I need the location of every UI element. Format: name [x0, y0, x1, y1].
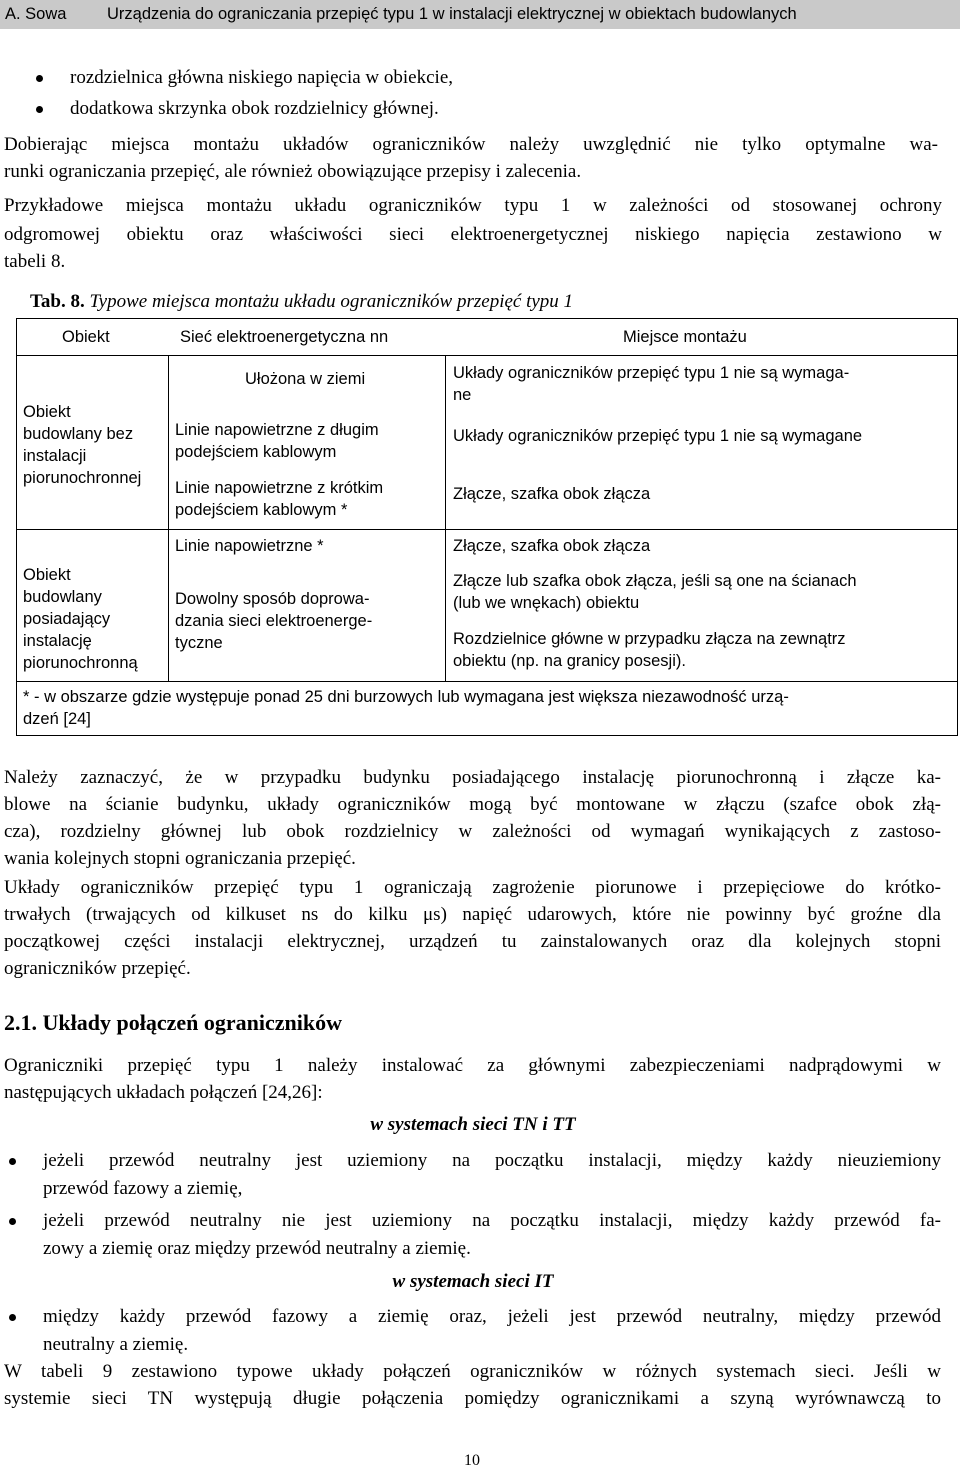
- para1-line2: runki ograniczania przepięć, ale również obowiązujące przepisy i zalecenia.: [4, 161, 582, 182]
- network-cell: Dowolny sposób doprowa-: [175, 590, 370, 608]
- place-cell: Układy ograniczników przepięć typu 1 nie są wymagane: [453, 427, 863, 445]
- para2-line2: odgromowej obiektu oraz właściwości sieci elektroenergetycznej niskiego napięcia zestawiono w: [4, 224, 942, 245]
- table-divider: [445, 355, 446, 682]
- network-cell: dzania sieci elektroenerge-: [175, 612, 373, 630]
- table-divider: [16, 355, 957, 356]
- page-header: [0, 0, 960, 29]
- sub2-bullet1-line1: między każdy przewód fazowy a ziemię oraz, jeżeli jest przewód neutralny, między przewód: [43, 1306, 941, 1327]
- para3-line2: blowe na ścianie budynku, układy ograniczników mogą być montowane w złączu (szafce obok złą-: [4, 794, 941, 815]
- network-cell: podejściem kablowym *: [175, 501, 348, 519]
- para4-line2: trwałych (trwających od kilkuset ns do kilku μs) napięć udarowych, które nie powinny być groźne dla: [4, 904, 941, 925]
- para6-line2: systemie sieci TN występują długie połączenia pomiędzy ogranicznikami a szyną wyrównawczą to: [4, 1388, 941, 1409]
- table-divider: [168, 355, 169, 682]
- place-cell: Rozdzielnice główne w przypadku złącza na zewnątrz: [453, 630, 846, 648]
- para2-line3: tabeli 8.: [4, 251, 66, 272]
- intro-bullet-2: dodatkowa skrzynka obok rozdzielnicy głównej.: [70, 98, 439, 119]
- place-cell: Układy ograniczników przepięć typu 1 nie są wymaga-: [453, 364, 850, 382]
- para5-line2: następujących układach połączeń [24,26]:: [4, 1082, 323, 1103]
- table-header-object: Obiekt: [62, 328, 110, 346]
- table-caption-label: Tab. 8.: [30, 291, 85, 312]
- sub1-bullet1-line1: jeżeli przewód neutralny jest uziemiony na początku instalacji, między każdy nieuziemiony: [43, 1150, 941, 1171]
- subheading-it: w systemach sieci IT: [392, 1271, 554, 1292]
- place-cell: Złącze lub szafka obok złącza, jeśli są one na ścianach: [453, 572, 857, 590]
- group2-object-line2: budowlany: [23, 588, 102, 606]
- sub1-bullet2-line2: zowy a ziemię oraz między przewód neutralny a ziemię.: [43, 1238, 471, 1259]
- network-cell: Linie napowietrzne z długim: [175, 421, 379, 439]
- network-cell: Linie napowietrzne *: [175, 537, 324, 555]
- para4-line4: ograniczników przepięć.: [4, 958, 191, 979]
- table-caption-text: Typowe miejsca montażu układu ograniczników przepięć typu 1: [89, 291, 574, 312]
- table-header-place: Miejsce montażu: [623, 328, 747, 346]
- group1-object-line3: instalacji: [23, 447, 87, 465]
- bullet-icon: [36, 106, 43, 113]
- network-cell: tyczne: [175, 634, 223, 652]
- para6-line1: W tabeli 9 zestawiono typowe układy połączeń ograniczników w różnych systemach sieci. Jeśli w: [4, 1361, 941, 1382]
- header-title: Urządzenia do ograniczania przepięć typu 1 w instalacji elektrycznej w obiektach budowlanych: [107, 5, 797, 23]
- section-heading: 2.1. Układy połączeń ograniczników: [4, 1010, 342, 1035]
- group1-object-line1: Obiekt: [23, 403, 71, 421]
- sub1-bullet2-line1: jeżeli przewód neutralny nie jest uziemiony na początku instalacji, między każdy przewód fa-: [43, 1210, 941, 1231]
- network-cell: Linie napowietrzne z krótkim: [175, 479, 384, 497]
- bullet-icon: [9, 1218, 16, 1225]
- para4-line3: początkowej części instalacji elektrycznej, urządzeń tu zainstalowanych oraz dla kolejnych stopni: [4, 931, 941, 952]
- table-header-network: Sieć elektroenergetyczna nn: [180, 328, 389, 346]
- para3-line1: Należy zaznaczyć, że w przypadku budynku posiadającego instalację piorunochronną i złącze ka-: [4, 767, 941, 788]
- para1-line1: Dobierając miejsca montażu układów ograniczników należy uwzględnić nie tylko optymalne wa-: [4, 134, 938, 155]
- place-cell: Złącze, szafka obok złącza: [453, 537, 651, 555]
- table-footnote-line2: dzeń [24]: [23, 710, 91, 728]
- para4-line1: Układy ograniczników przepięć typu 1 ograniczają zagrożenie piorunowe i przepięciowe do krótko-: [4, 877, 941, 898]
- table-caption: [30, 289, 573, 315]
- para3-line4: wania kolejnych stopni ograniczania przepięć.: [4, 848, 356, 869]
- table-divider: [16, 681, 957, 682]
- group2-object-line4: instalację: [23, 632, 92, 650]
- network-cell: Ułożona w ziemi: [245, 370, 366, 388]
- bullet-icon: [9, 1158, 16, 1165]
- para3-line3: cza), rozdzielny głównej lub obok rozdzielnicy w zależności od wymagań wynikających z zastoso-: [4, 821, 941, 842]
- group2-object-line5: piorunochronną: [23, 654, 138, 672]
- para5-line1: Ograniczniki przepięć typu 1 należy instalować za głównymi zabezpieczeniami nadprądowymi w: [4, 1055, 941, 1076]
- sub1-bullet1-line2: przewód fazowy a ziemię,: [43, 1178, 243, 1199]
- place-cell: (lub we wnękach) obiektu: [453, 594, 640, 612]
- bullet-icon: [36, 75, 43, 82]
- group1-object-line4: piorunochronnej: [23, 469, 142, 487]
- network-cell: podejściem kablowym: [175, 443, 337, 461]
- group2-object-line1: Obiekt: [23, 566, 71, 584]
- sub2-bullet1-line2: neutralny a ziemię.: [43, 1334, 189, 1355]
- para2-line1: Przykładowe miejsca montażu układu ograniczników typu 1 w zależności od stosowanej ochrony: [4, 195, 942, 216]
- table-footnote-line1: * - w obszarze gdzie występuje ponad 25 dni burzowych lub wymagana jest większa niezawodność urzą-: [23, 688, 789, 706]
- place-cell: ne: [453, 386, 472, 404]
- table-divider: [16, 529, 957, 530]
- place-cell: Złącze, szafka obok złącza: [453, 485, 651, 503]
- subheading-tn-tt: w systemach sieci TN i TT: [370, 1114, 576, 1135]
- bullet-icon: [9, 1314, 16, 1321]
- group1-object-line2: budowlany bez: [23, 425, 134, 443]
- place-cell: obiektu (np. na granicy posesji).: [453, 652, 686, 670]
- page-number: 10: [464, 1452, 480, 1469]
- header-section: A. Sowa: [5, 5, 67, 23]
- intro-bullet-1: rozdzielnica główna niskiego napięcia w obiekcie,: [70, 67, 454, 88]
- group2-object-line3: posiadający: [23, 610, 111, 628]
